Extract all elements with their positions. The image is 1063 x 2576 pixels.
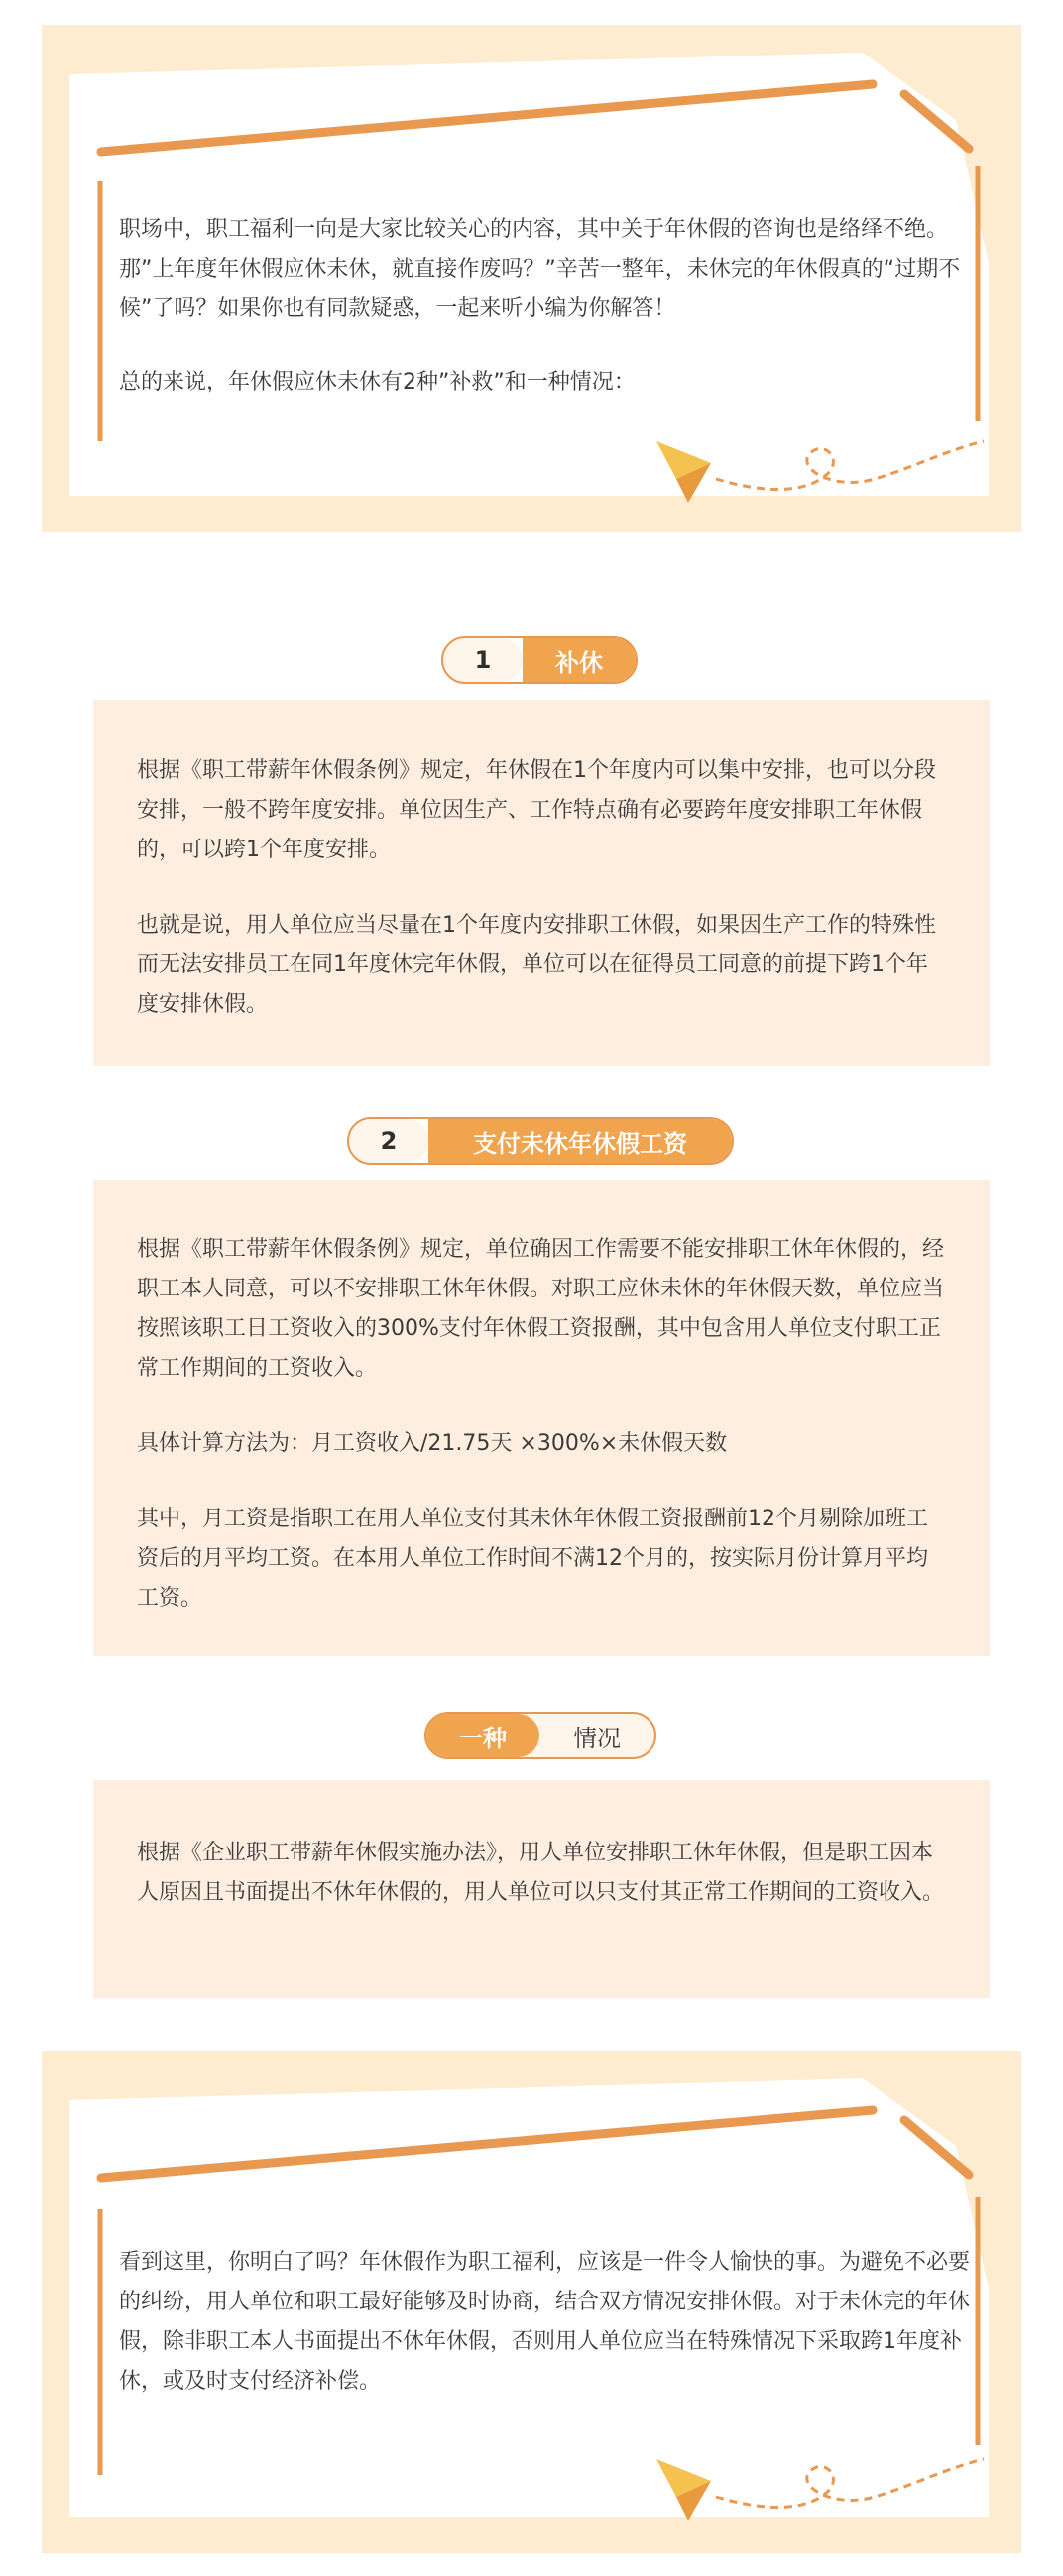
section-1-card xyxy=(93,700,990,1066)
intro-text xyxy=(119,210,972,402)
intro-frame xyxy=(42,25,1021,532)
section-1-paragraph: 也就是说，用人单位应当尽量在1个年度内安排职工休假，如果因生产工作的特殊性而无法安排员工在同1年度休完年休假，单位可以在征得员工同意的前提下跨1个年度安排休假。 xyxy=(137,913,936,1017)
section-1-paragraph: 根据《职工带薪年休假条例》规定，年休假在1个年度内可以集中安排，也可以分段安排，一般不跨年度安排。单位因生产、工作特点确有必要跨年度安排职工年休假的，可以跨1个年度安排。 xyxy=(137,758,936,862)
outro-frame xyxy=(42,2051,1021,2553)
section-3-paragraph: 根据《企业职工带薪年休假实施办法》，用人单位安排职工休年休假，但是职工因本人原因且书面提出不休年休假的，用人单位可以只支付其正常工作期间的工资收入。 xyxy=(137,1841,945,1905)
section-1-title: 补休 xyxy=(523,638,636,682)
section-3-card xyxy=(93,1780,990,1998)
outro-text xyxy=(119,2243,972,2402)
section-3-label-a: 一种 xyxy=(426,1714,539,1757)
section-2-paragraph: 具体计算方法为：月工资收入/21.75天 ×300%×未休假天数 xyxy=(137,1431,728,1456)
section-2-card xyxy=(93,1180,990,1656)
intro-paragraph: 总的来说，年休假应休未休有2种”补救”和一种情况： xyxy=(119,370,636,394)
section-3-header xyxy=(424,1712,656,1759)
section-3-label-b: 情况 xyxy=(573,1724,621,1752)
section-2-paragraph: 其中，月工资是指职工在用人单位支付其未休年休假工资报酬前12个月剔除加班工资后的月平均工资。在本用人单位工作时间不满12个月的，按实际月份计算月平均工资。 xyxy=(137,1507,928,1611)
section-2-paragraph: 根据《职工带薪年休假条例》规定，单位确因工作需要不能安排职工休年休假的，经职工本人同意，可以不安排职工休年休假。对职工应休未休的年休假天数，单位应当按照该职工日工资收入的300%支付年休假工资报酬，其中包含用人单位支付职工正常工作期间的工资收入。 xyxy=(137,1237,945,1381)
intro-paragraph: 职场中，职工福利一向是大家比较关心的内容，其中关于年休假的咨询也是络绎不绝。那”上年度年休假应休未休，就直接作废吗？”辛苦一整年，未休完的年休假真的“过期不候”了吗？如果你也有同款疑惑，一起来听小编为你解答！ xyxy=(119,217,961,321)
section-2-number: 2 xyxy=(349,1119,428,1163)
section-1-header xyxy=(441,636,638,684)
outro-paragraph: 看到这里，你明白了吗？年休假作为职工福利，应该是一件令人愉快的事。为避免不必要的纠纷，用人单位和职工最好能够及时协商，结合双方情况安排休假。对于未休完的年休假，除非职工本人书面提出不休年休假，否则用人单位应当在特殊情况下采取跨1年度补休，或及时支付经济补偿。 xyxy=(119,2250,971,2394)
section-2-title: 支付未休年休假工资 xyxy=(428,1119,732,1163)
section-1-number: 1 xyxy=(443,638,523,682)
section-2-header xyxy=(347,1117,734,1165)
